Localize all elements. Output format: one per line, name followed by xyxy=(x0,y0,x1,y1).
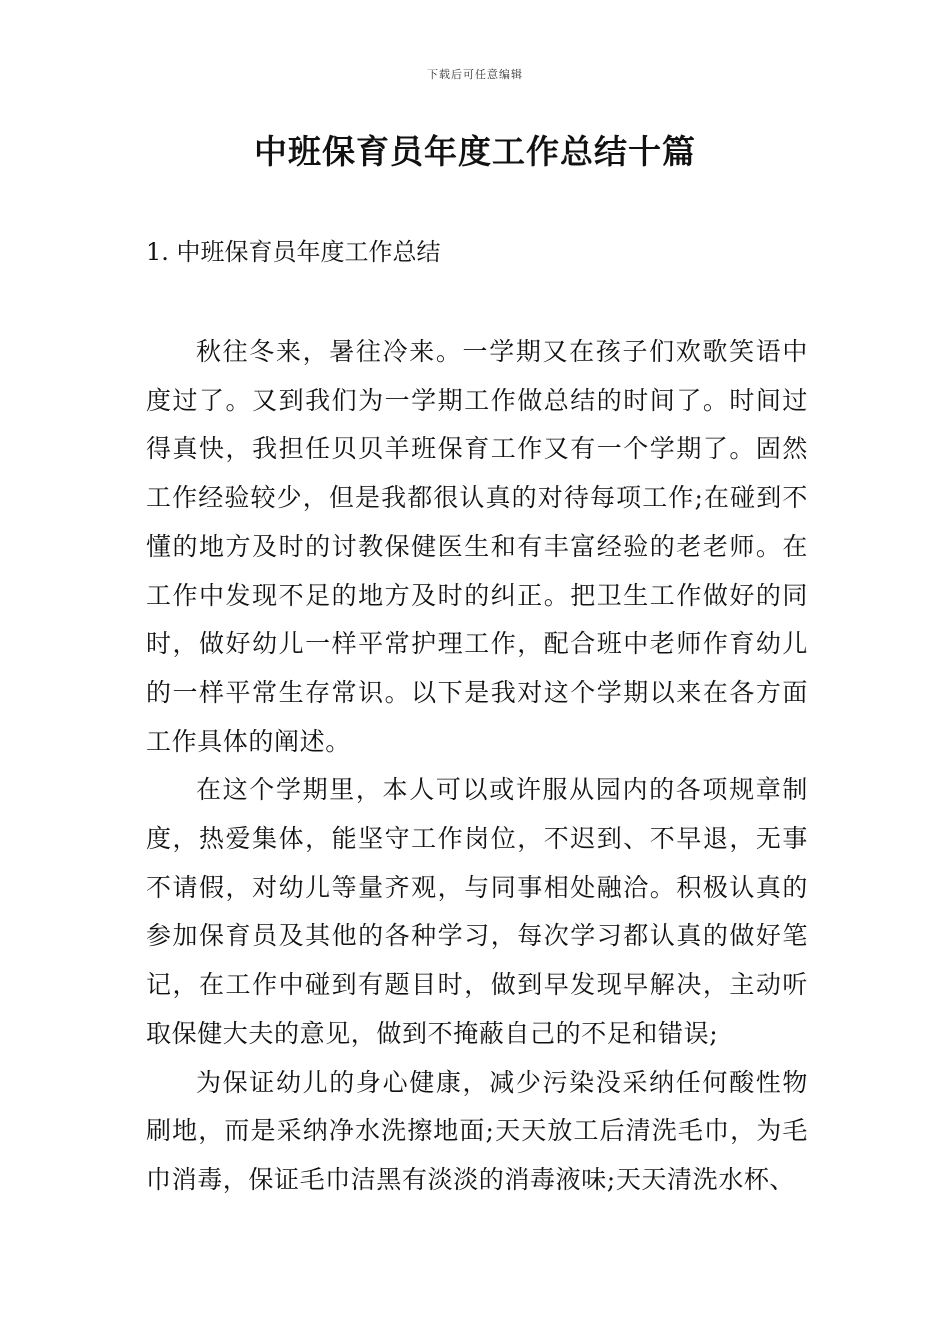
header-note: 下载后可任意编辑 xyxy=(427,68,523,81)
paragraph: 在这个学期里，本人可以或许服从园内的各项规章制度，热爱集体，能坚守工作岗位，不迟到、不早退，无事不请假，对幼儿等量齐观，与同事相处融洽。积极认真的参加保育员及其他的各种学习，每次学习都认真的做好笔记，在工作中碰到有题目时，做到早发现早解决，主动听取保健大夫的意见，做到不掩蔽自己的不足和错误; xyxy=(146,775,808,1048)
body-text xyxy=(146,328,808,1205)
paragraph: 为保证幼儿的身心健康，减少污染没采纳任何酸性物刷地，而是采纳净水洗擦地面;天天放工后清洗毛巾，为毛巾消毒，保证毛巾洁黑有淡淡的消毒液味;天天清洗水杯、 xyxy=(146,1067,808,1194)
paragraph: 秋往冬来，暑往冷来。一学期又在孩子们欢歌笑语中度过了。又到我们为一学期工作做总结的时间了。时间过得真快，我担任贝贝羊班保育工作又有一个学期了。固然工作经验较少，但是我都很认真的对待每项工作;在碰到不懂的地方及时的讨教保健医生和有丰富经验的老老师。在工作中发现不足的地方及时的纠正。把卫生工作做好的同时，做好幼儿一样平常护理工作，配合班中老师作育幼儿的一样平常生存常识。以下是我对这个学期以来在各方面工作具体的阐述。 xyxy=(146,337,808,756)
document-title: 中班保育员年度工作总结十篇 xyxy=(254,132,696,171)
section-heading: 1. 中班保育员年度工作总结 xyxy=(146,238,441,266)
